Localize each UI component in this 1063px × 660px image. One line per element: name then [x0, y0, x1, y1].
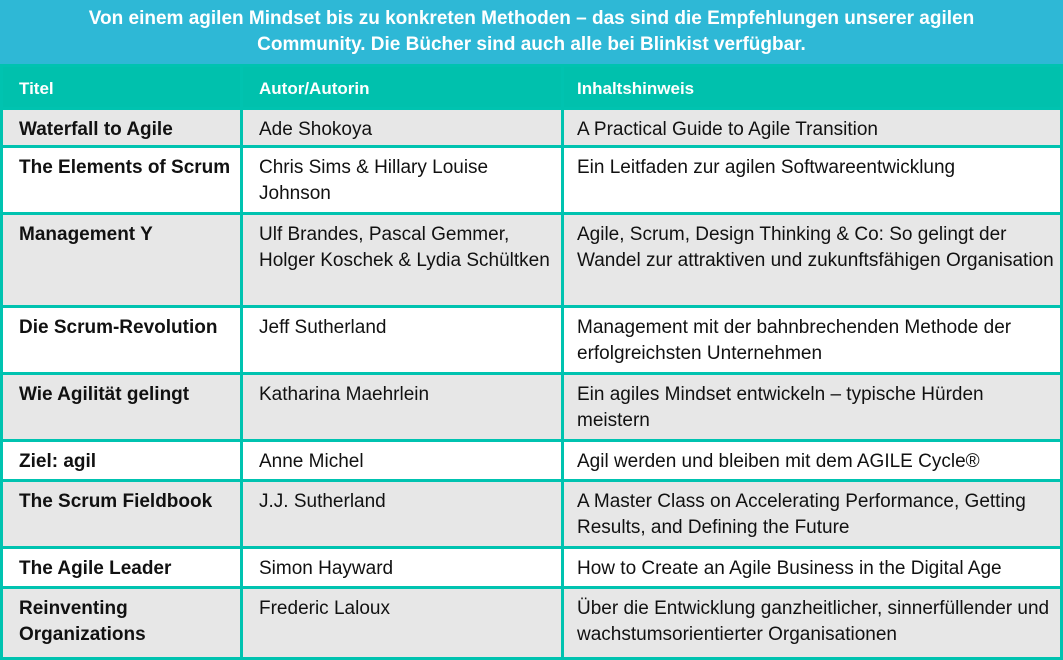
intro-banner [0, 0, 1063, 64]
book-title: The Scrum Fieldbook [3, 482, 240, 546]
book-note: Agile, Scrum, Design Thinking & Co: So gelingt der Wandel zur attraktiven und zukunftsfähigen Organisation [564, 215, 1060, 305]
book-note: How to Create an Agile Business in the Digital Age [564, 549, 1060, 586]
table-header-row [0, 67, 1063, 107]
table-row [0, 589, 1063, 657]
book-author: Frederic Laloux [243, 589, 561, 657]
book-title: The Elements of Scrum [3, 148, 240, 212]
book-note: A Master Class on Accelerating Performance, Getting Results, and Defining the Future [564, 482, 1060, 546]
book-author: Jeff Sutherland [243, 308, 561, 372]
book-title: Ziel: agil [3, 442, 240, 479]
book-note: Agil werden und bleiben mit dem AGILE Cycle® [564, 442, 1060, 479]
table-row [0, 110, 1063, 145]
intro-line-2: Community. Die Bücher sind auch alle bei Blinkist verfügbar. [257, 34, 806, 55]
book-title: Waterfall to Agile [3, 110, 240, 145]
book-title: Wie Agilität gelingt [3, 375, 240, 439]
book-title: Management Y [3, 215, 240, 305]
book-title: The Agile Leader [3, 549, 240, 586]
table-row [0, 215, 1063, 305]
book-note: A Practical Guide to Agile Transition [564, 110, 1060, 145]
book-note: Ein agiles Mindset entwickeln – typische Hürden meistern [564, 375, 1060, 439]
book-author: Katharina Maehrlein [243, 375, 561, 439]
book-note: Ein Leitfaden zur agilen Softwareentwicklung [564, 148, 1060, 212]
header-title: Titel [3, 67, 240, 107]
table-row [0, 308, 1063, 372]
book-table [0, 64, 1063, 660]
book-title: Reinventing Organizations [3, 589, 240, 657]
book-author: Simon Hayward [243, 549, 561, 586]
book-author: J.J. Sutherland [243, 482, 561, 546]
table-row [0, 442, 1063, 479]
book-author: Ulf Brandes, Pascal Gemmer, Holger Koschek & Lydia Schültken [243, 215, 561, 305]
header-note: Inhaltshinweis [564, 67, 1060, 107]
table-row [0, 148, 1063, 212]
book-note: Über die Entwicklung ganzheitlicher, sinnerfüllender und wachstumsorientierter Organisationen [564, 589, 1060, 657]
header-author: Autor/Autorin [243, 67, 561, 107]
intro-line-1: Von einem agilen Mindset bis zu konkreten Methoden – das sind die Empfehlungen unserer agilen [88, 8, 975, 29]
table-row [0, 375, 1063, 439]
book-note: Management mit der bahnbrechenden Methode der erfolgreichsten Unternehmen [564, 308, 1060, 372]
book-author: Ade Shokoya [243, 110, 561, 145]
table-row [0, 549, 1063, 586]
book-title: Die Scrum-Revolution [3, 308, 240, 372]
book-author: Anne Michel [243, 442, 561, 479]
table-row [0, 482, 1063, 546]
book-author: Chris Sims & Hillary Louise Johnson [243, 148, 561, 212]
